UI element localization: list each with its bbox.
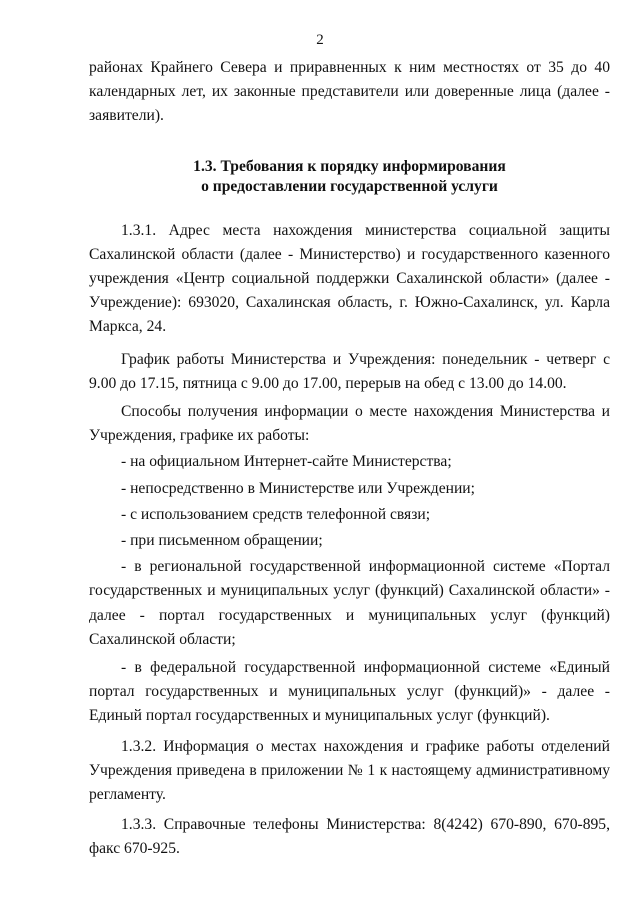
- paragraph-1-3-2: 1.3.2. Информация о местах нахождения и графике работы отделений Учреждения приведена в приложении № 1 к настоящему административному регламенту.: [89, 737, 610, 804]
- paragraph-methods-intro: Способы получения информации о месте нахождения Министерства и Учреждения, графике их работы:: [89, 403, 610, 445]
- list-item-method: - с использованием средств телефонной связи;: [121, 505, 431, 523]
- list-item-method: - непосредственно в Министерстве или Учреждении;: [121, 479, 475, 497]
- section-title-line-1: 1.3. Требования к порядку информирования: [193, 157, 506, 175]
- section-title: [89, 157, 610, 197]
- paragraph-1-3-1: 1.3.1. Адрес места нахождения министерства социальной защиты Сахалинской области (далее - Министерство) и государственного казенного учреждения «Центр социальной поддержки Сахалинской области» (далее - Учреждение): 693020, Сахалинская область, г. Южно-Сахалинск, ул. Карла Маркса, 24.: [89, 221, 610, 336]
- list-item-method: - на официальном Интернет-сайте Министерства;: [121, 453, 452, 471]
- list-item-method: - в федеральной государственной информационной системе «Единый портал государственных и муниципальных услуг (функций)» - далее - Единый портал государственных и муниципальных услуг (функций).: [89, 659, 610, 725]
- paragraph-schedule: График работы Министерства и Учреждения: понедельник - четверг с 9.00 до 17.15, пятница с 9.00 до 17.00, перерыв на обед с 13.00 до 14.00.: [89, 350, 610, 392]
- list-item-method: - при письменном обращении;: [121, 532, 323, 550]
- section-title-line-2: о предоставлении государственной услуги: [201, 177, 498, 195]
- intro-continuation: районах Крайнего Севера и приравненных к ним местностях от 35 до 40 календарных лет, их законные представители или доверенные лица (далее - заявители).: [89, 59, 610, 125]
- list-item-method: - в региональной государственной информационной системе «Портал государственных и муниципальных услуг (функций) Сахалинской области» - далее - портал государственных и муниципальных услуг (функций) Сахалинской области;: [89, 558, 610, 648]
- paragraph-1-3-3: 1.3.3. Справочные телефоны Министерства: 8(4242) 670-890, 670-895, факс 670-925.: [89, 816, 610, 858]
- page-number: 2: [316, 32, 324, 48]
